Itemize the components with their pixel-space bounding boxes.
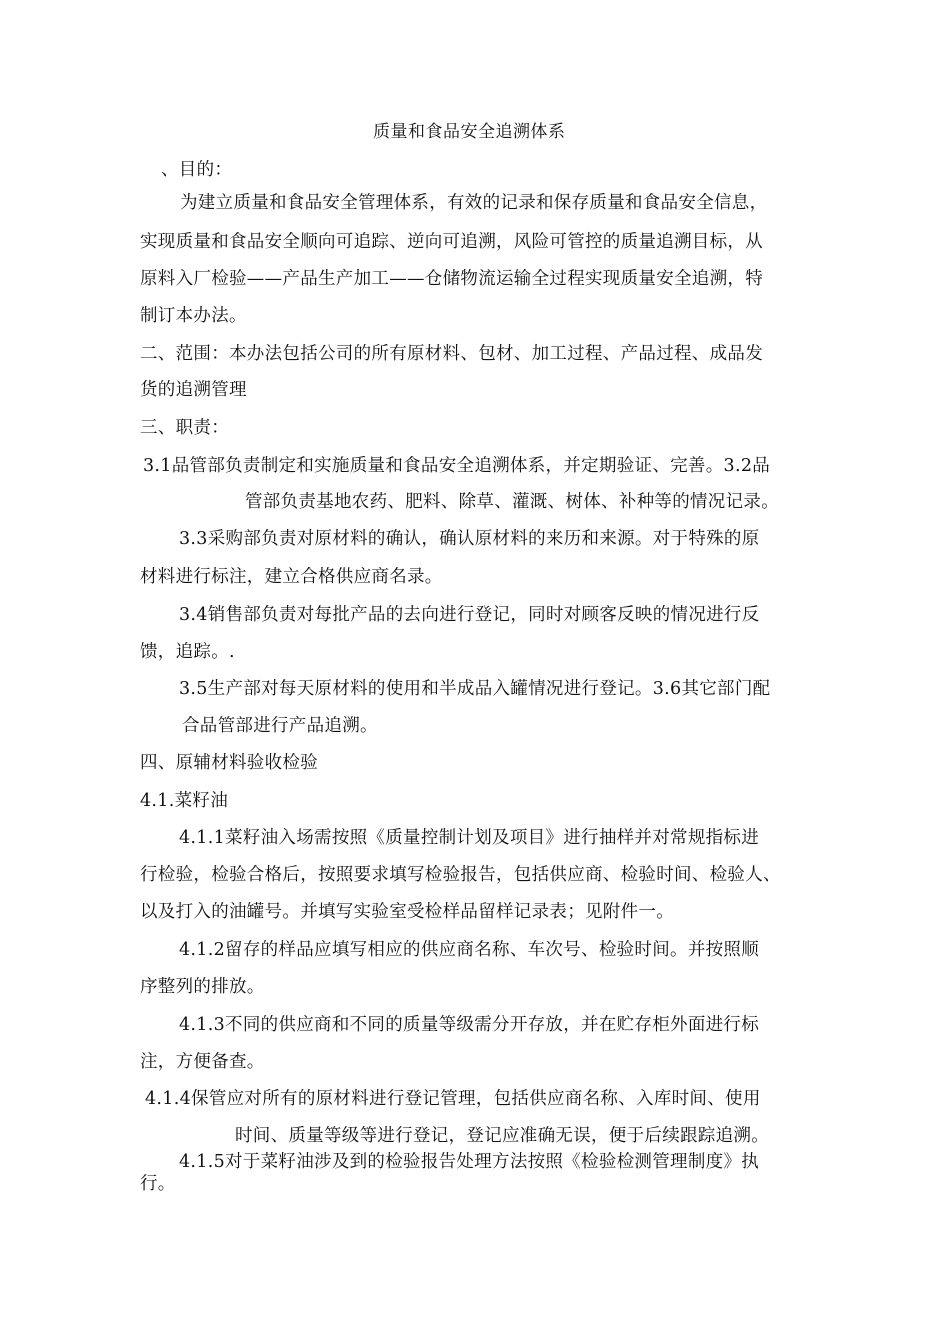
paragraph-line: 材料进行标注，建立合格供应商名录。 — [140, 567, 443, 587]
paragraph-line: 4.1.3不同的供应商和不同的质量等级需分开存放，并在贮存柜外面进行标 — [179, 1015, 760, 1035]
paragraph-line: 4.1.4保管应对所有的原材料进行登记管理，包括供应商名称、入库时间、使用 — [145, 1089, 761, 1109]
section-4-heading: 四、原辅材料验收检验 — [140, 753, 318, 773]
section-1-heading: 、目的： — [161, 160, 233, 180]
paragraph-line: 3.5生产部对每天原材料的使用和半成品入罐情况进行登记。3.6其它部门配 — [179, 679, 771, 699]
paragraph-line: 以及打入的油罐号。并填写实验室受检样品留样记录表；见附件一。 — [140, 902, 674, 922]
paragraph-line: 货的追溯管理 — [140, 380, 247, 400]
paragraph-line: 4.1.1菜籽油入场需按照《质量控制计划及项目》进行抽样并对常规指标进 — [179, 828, 760, 848]
paragraph-line: 4.1.5对于菜籽油涉及到的检验报告处理方法按照《检验检测管理制度》执 — [179, 1152, 760, 1172]
paragraph-line: 3.4销售部负责对每批产品的去向进行登记，同时对顾客反映的情况进行反 — [179, 605, 760, 625]
paragraph-line: 实现质量和食品安全顺向可追踪、逆向可追溯，风险可管控的质量追溯目标，从 — [140, 232, 763, 252]
paragraph-line: 3.3采购部负责对原材料的确认，确认原材料的来历和来源。对于特殊的原 — [179, 529, 760, 549]
paragraph-line: 序整列的排放。 — [140, 977, 265, 997]
paragraph-line: 制订本办法。 — [140, 306, 247, 326]
paragraph-line: 合品管部进行产品追溯。 — [182, 716, 378, 736]
paragraph-line: 原料入厂检验——产品生产加工——仓储物流运输全过程实现质量安全追溯，特 — [140, 269, 763, 289]
paragraph-line: 注，方便备查。 — [140, 1052, 265, 1072]
paragraph-line: 行。 — [140, 1174, 176, 1194]
paragraph-line: 3.1品管部负责制定和实施质量和食品安全追溯体系，并定期验证、完善。3.2品 — [143, 456, 771, 476]
section-3-heading: 三、职责： — [140, 418, 229, 438]
subsection-4-1-heading: 4.1.菜籽油 — [140, 791, 228, 811]
paragraph-line: 管部负责基地农药、肥料、除草、灌溉、树体、补种等的情况记录。 — [245, 492, 779, 512]
document-title: 质量和食品安全追溯体系 — [373, 122, 566, 142]
paragraph-line: 为建立质量和食品安全管理体系，有效的记录和保存质量和食品安全信息， — [180, 193, 768, 213]
paragraph-line: 行检验，检验合格后，按照要求填写检验报告，包括供应商、检验时间、检验人、 — [140, 865, 781, 885]
section-2-text: 二、范围：本办法包括公司的所有原材料、包材、加工过程、产品过程、成品发 — [140, 344, 763, 364]
paragraph-line: 4.1.2留存的样品应填写相应的供应商名称、车次号、检验时间。并按照顺 — [179, 940, 760, 960]
paragraph-line: 馈，追踪。. — [140, 642, 235, 662]
paragraph-line: 时间、质量等级等进行登记，登记应准确无误，便于后续跟踪追溯。 — [235, 1126, 769, 1146]
